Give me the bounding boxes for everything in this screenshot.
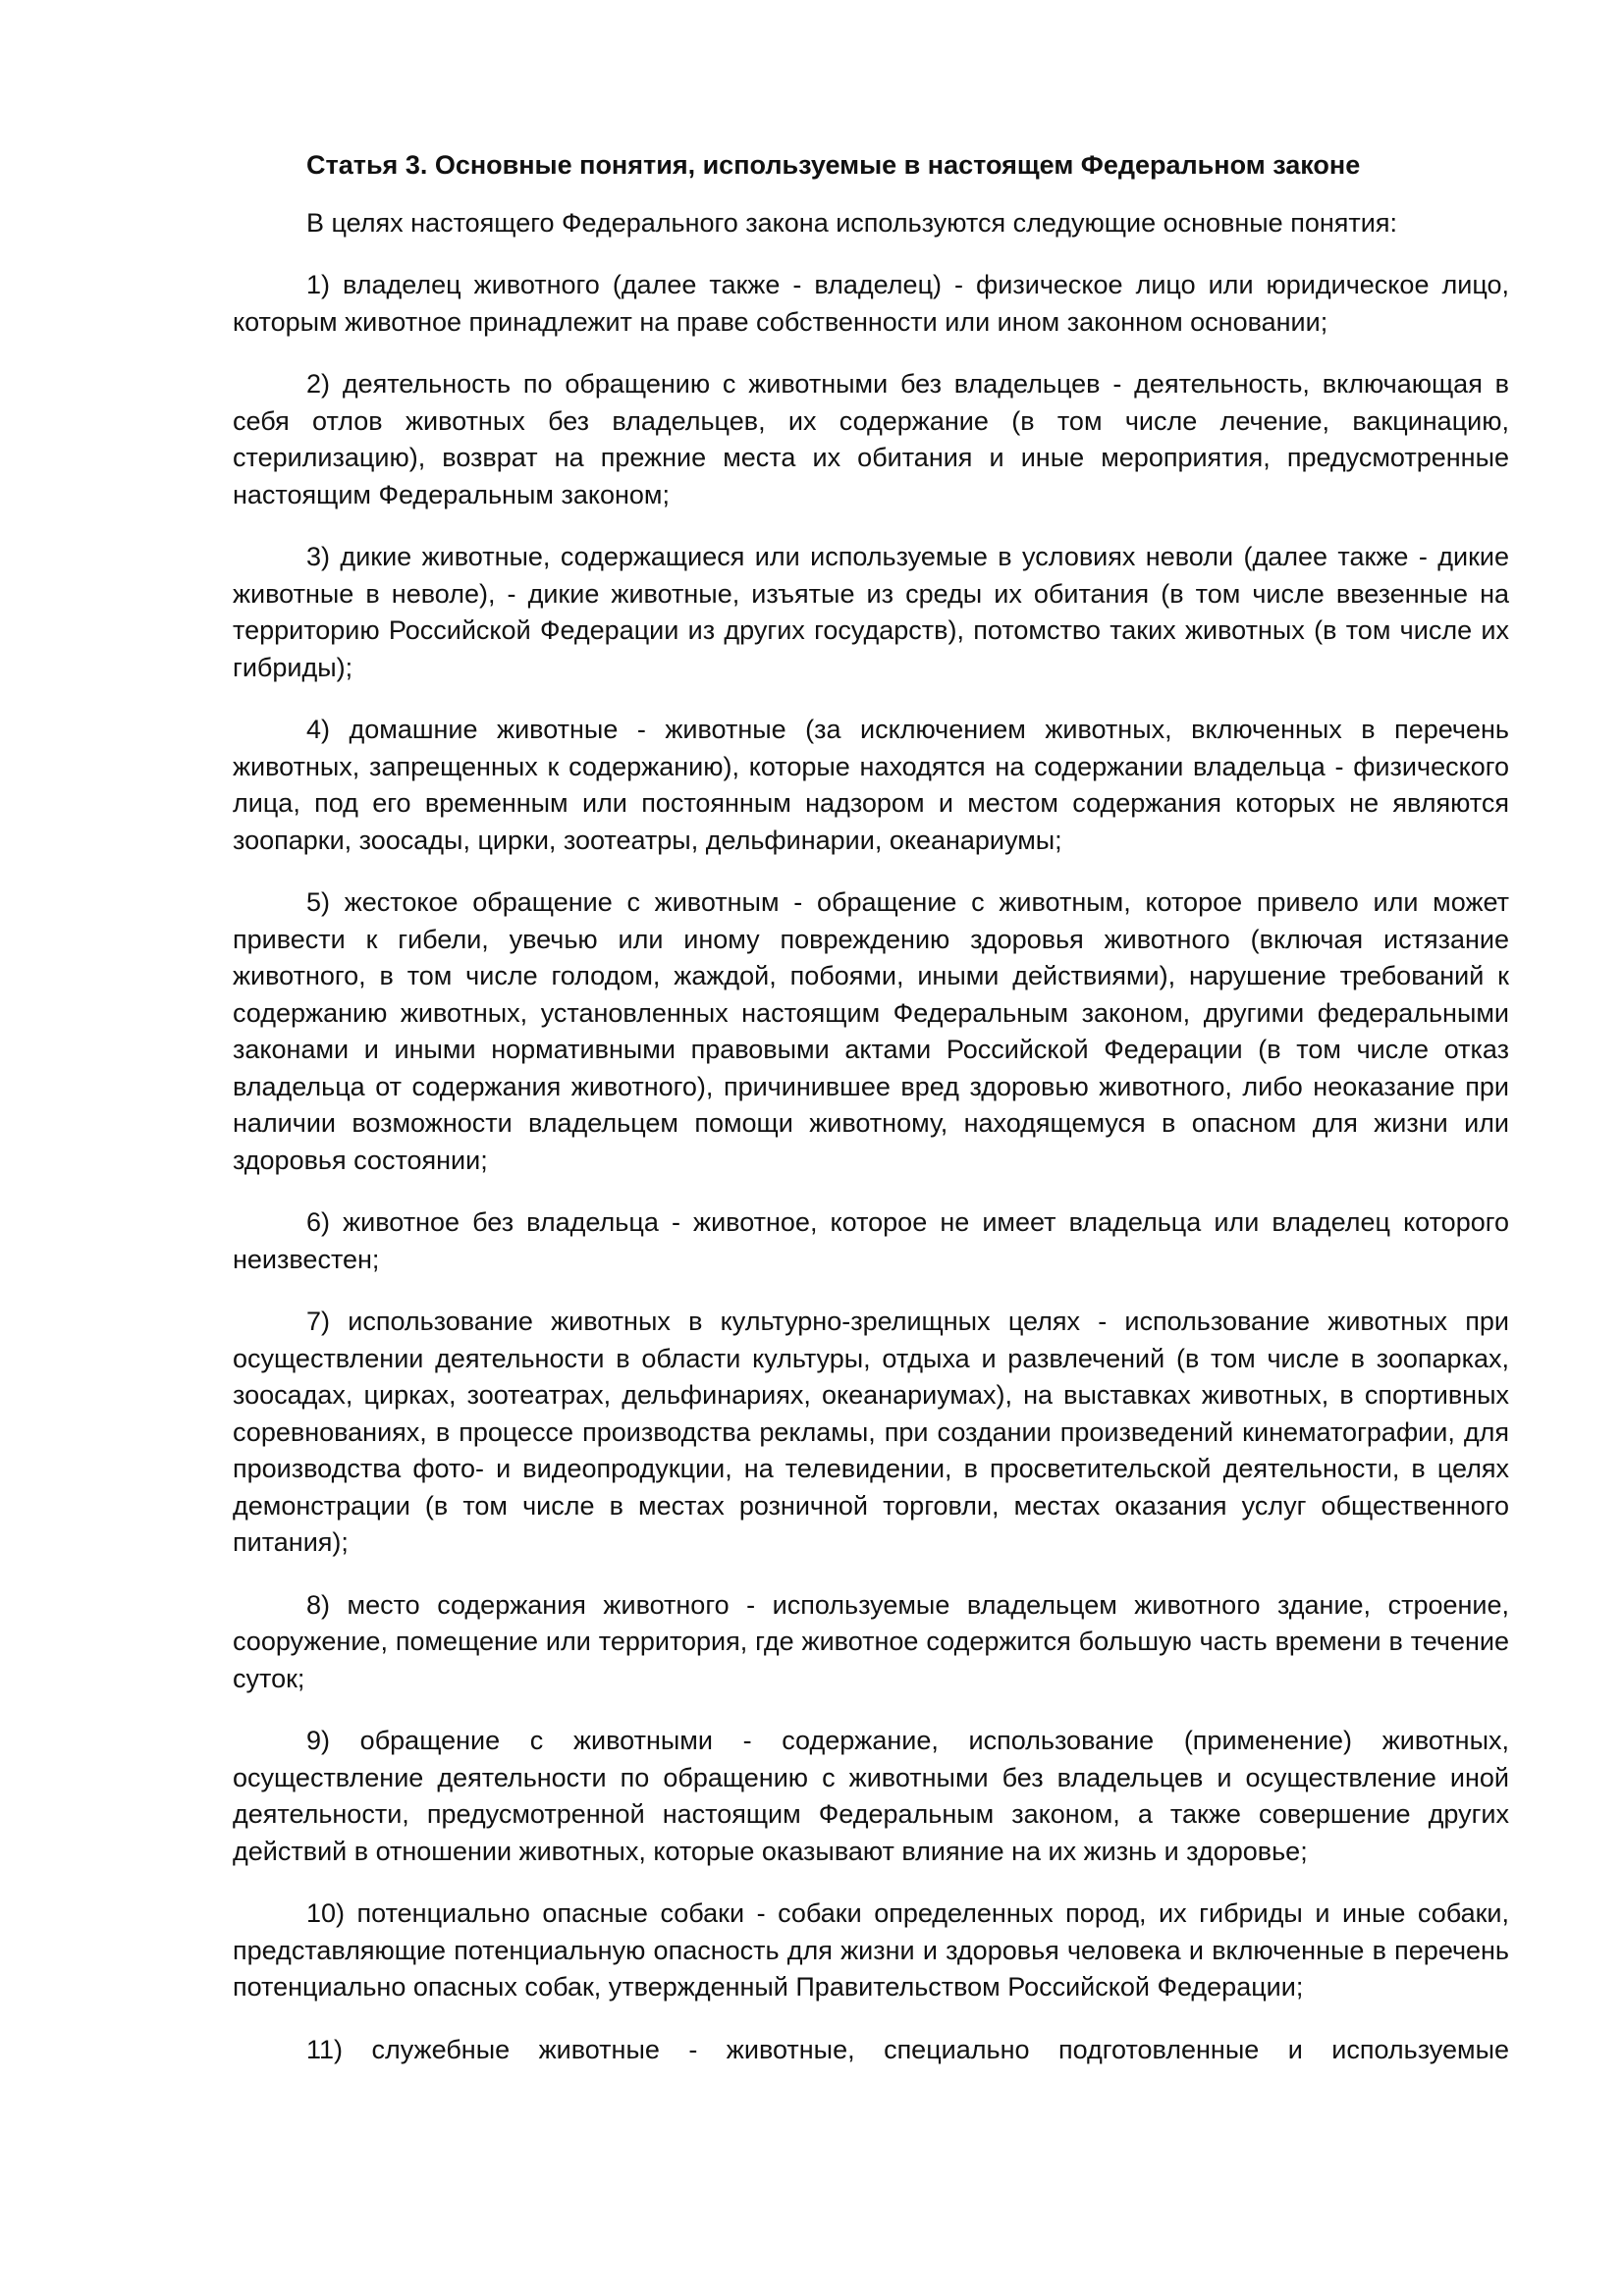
definition-item-1: 1) владелец животного (далее также - владелец) - физическое лицо или юридическое лицо, которым животное принадлежит на праве собственности или ином законном основании;: [233, 270, 1509, 337]
definition-item-7: 7) использование животных в культурно-зрелищных целях - использование животных при осуществлении деятельности в области культуры, отдыха и развлечений (в том числе в зоопарках, зоосадах, цирках, зоотеатрах, дельфинариях, океанариумах), на выставках животных, в спортивных соревнованиях, в процессе производства рекламы, при создании произведений кинематографии, для производства фото- и видеопродукции, на телевидении, в просветительской деятельности, в целях демонстрации (в том числе в местах розничной торговли, местах оказания услуг общественного питания);: [233, 1307, 1509, 1557]
document-page: [233, 147, 1509, 2094]
definition-item-10: 10) потенциально опасные собаки - собаки определенных пород, их гибриды и иные собаки, представляющие потенциальную опасность для жизни и здоровья человека и включенные в перечень потенциально опасных собак, утвержденный Правительством Российской Федерации;: [233, 1898, 1509, 2002]
definition-item-4: 4) домашние животные - животные (за исключением животных, включенных в перечень животных, запрещенных к содержанию), которые находятся на содержании владельца - физического лица, под его временным или постоянным надзором и местом содержания которых не являются зоопарки, зоосады, цирки, зоотеатры, дельфинарии, океанариумы;: [233, 715, 1509, 855]
definition-item-2: 2) деятельность по обращению с животными без владельцев - деятельность, включающая в себя отлов животных без владельцев, их содержание (в том числе лечение, вакцинацию, стерилизацию), возврат на прежние места их обитания и иные мероприятия, предусмотренные настоящим Федеральным законом;: [233, 369, 1509, 509]
intro-paragraph: В целях настоящего Федерального закона используются следующие основные понятия:: [306, 207, 1397, 238]
definition-item-3: 3) дикие животные, содержащиеся или используемые в условиях неволи (далее также - дикие животные в неволе), - дикие животные, изъятые из среды их обитания (в том числе ввезенные на территорию Российской Федерации из других государств), потомство таких животных (в том числе их гибриды);: [233, 542, 1509, 682]
definition-item-11: 11) служебные животные - животные, специально подготовленные и используемые: [306, 2034, 1509, 2064]
definition-item-6: 6) животное без владельца - животное, которое не имеет владельца или владелец которого неизвестен;: [233, 1207, 1509, 1274]
definition-item-5: 5) жестокое обращение с животным - обращение с животным, которое привело или может привести к гибели, увечью или иному повреждению здоровья животного (включая истязание животного, в том числе голодом, жаждой, побоями, иными действиями), нарушение требований к содержанию животных, установленных настоящим Федеральным законом, другими федеральными законами и иными нормативными правовыми актами Российской Федерации (в том числе отказ владельца от содержания животного), причинившее вред здоровью животного, либо неоказание при наличии возможности владельцем помощи животному, находящемуся в опасном для жизни или здоровья состоянии;: [233, 887, 1509, 1175]
article-heading: Статья 3. Основные понятия, используемые в настоящем Федеральном законе: [306, 150, 1361, 180]
definition-item-8: 8) место содержания животного - используемые владельцем животного здание, строение, сооружение, помещение или территория, где животное содержится большую часть времени в течение суток;: [233, 1589, 1509, 1693]
definition-item-9: 9) обращение с животными - содержание, использование (применение) животных, осуществление деятельности по обращению с животными без владельцев и осуществление иной деятельности, предусмотренной настоящим Федеральным законом, а также совершение других действий в отношении животных, которые оказывают влияние на их жизнь и здоровье;: [233, 1726, 1509, 1866]
